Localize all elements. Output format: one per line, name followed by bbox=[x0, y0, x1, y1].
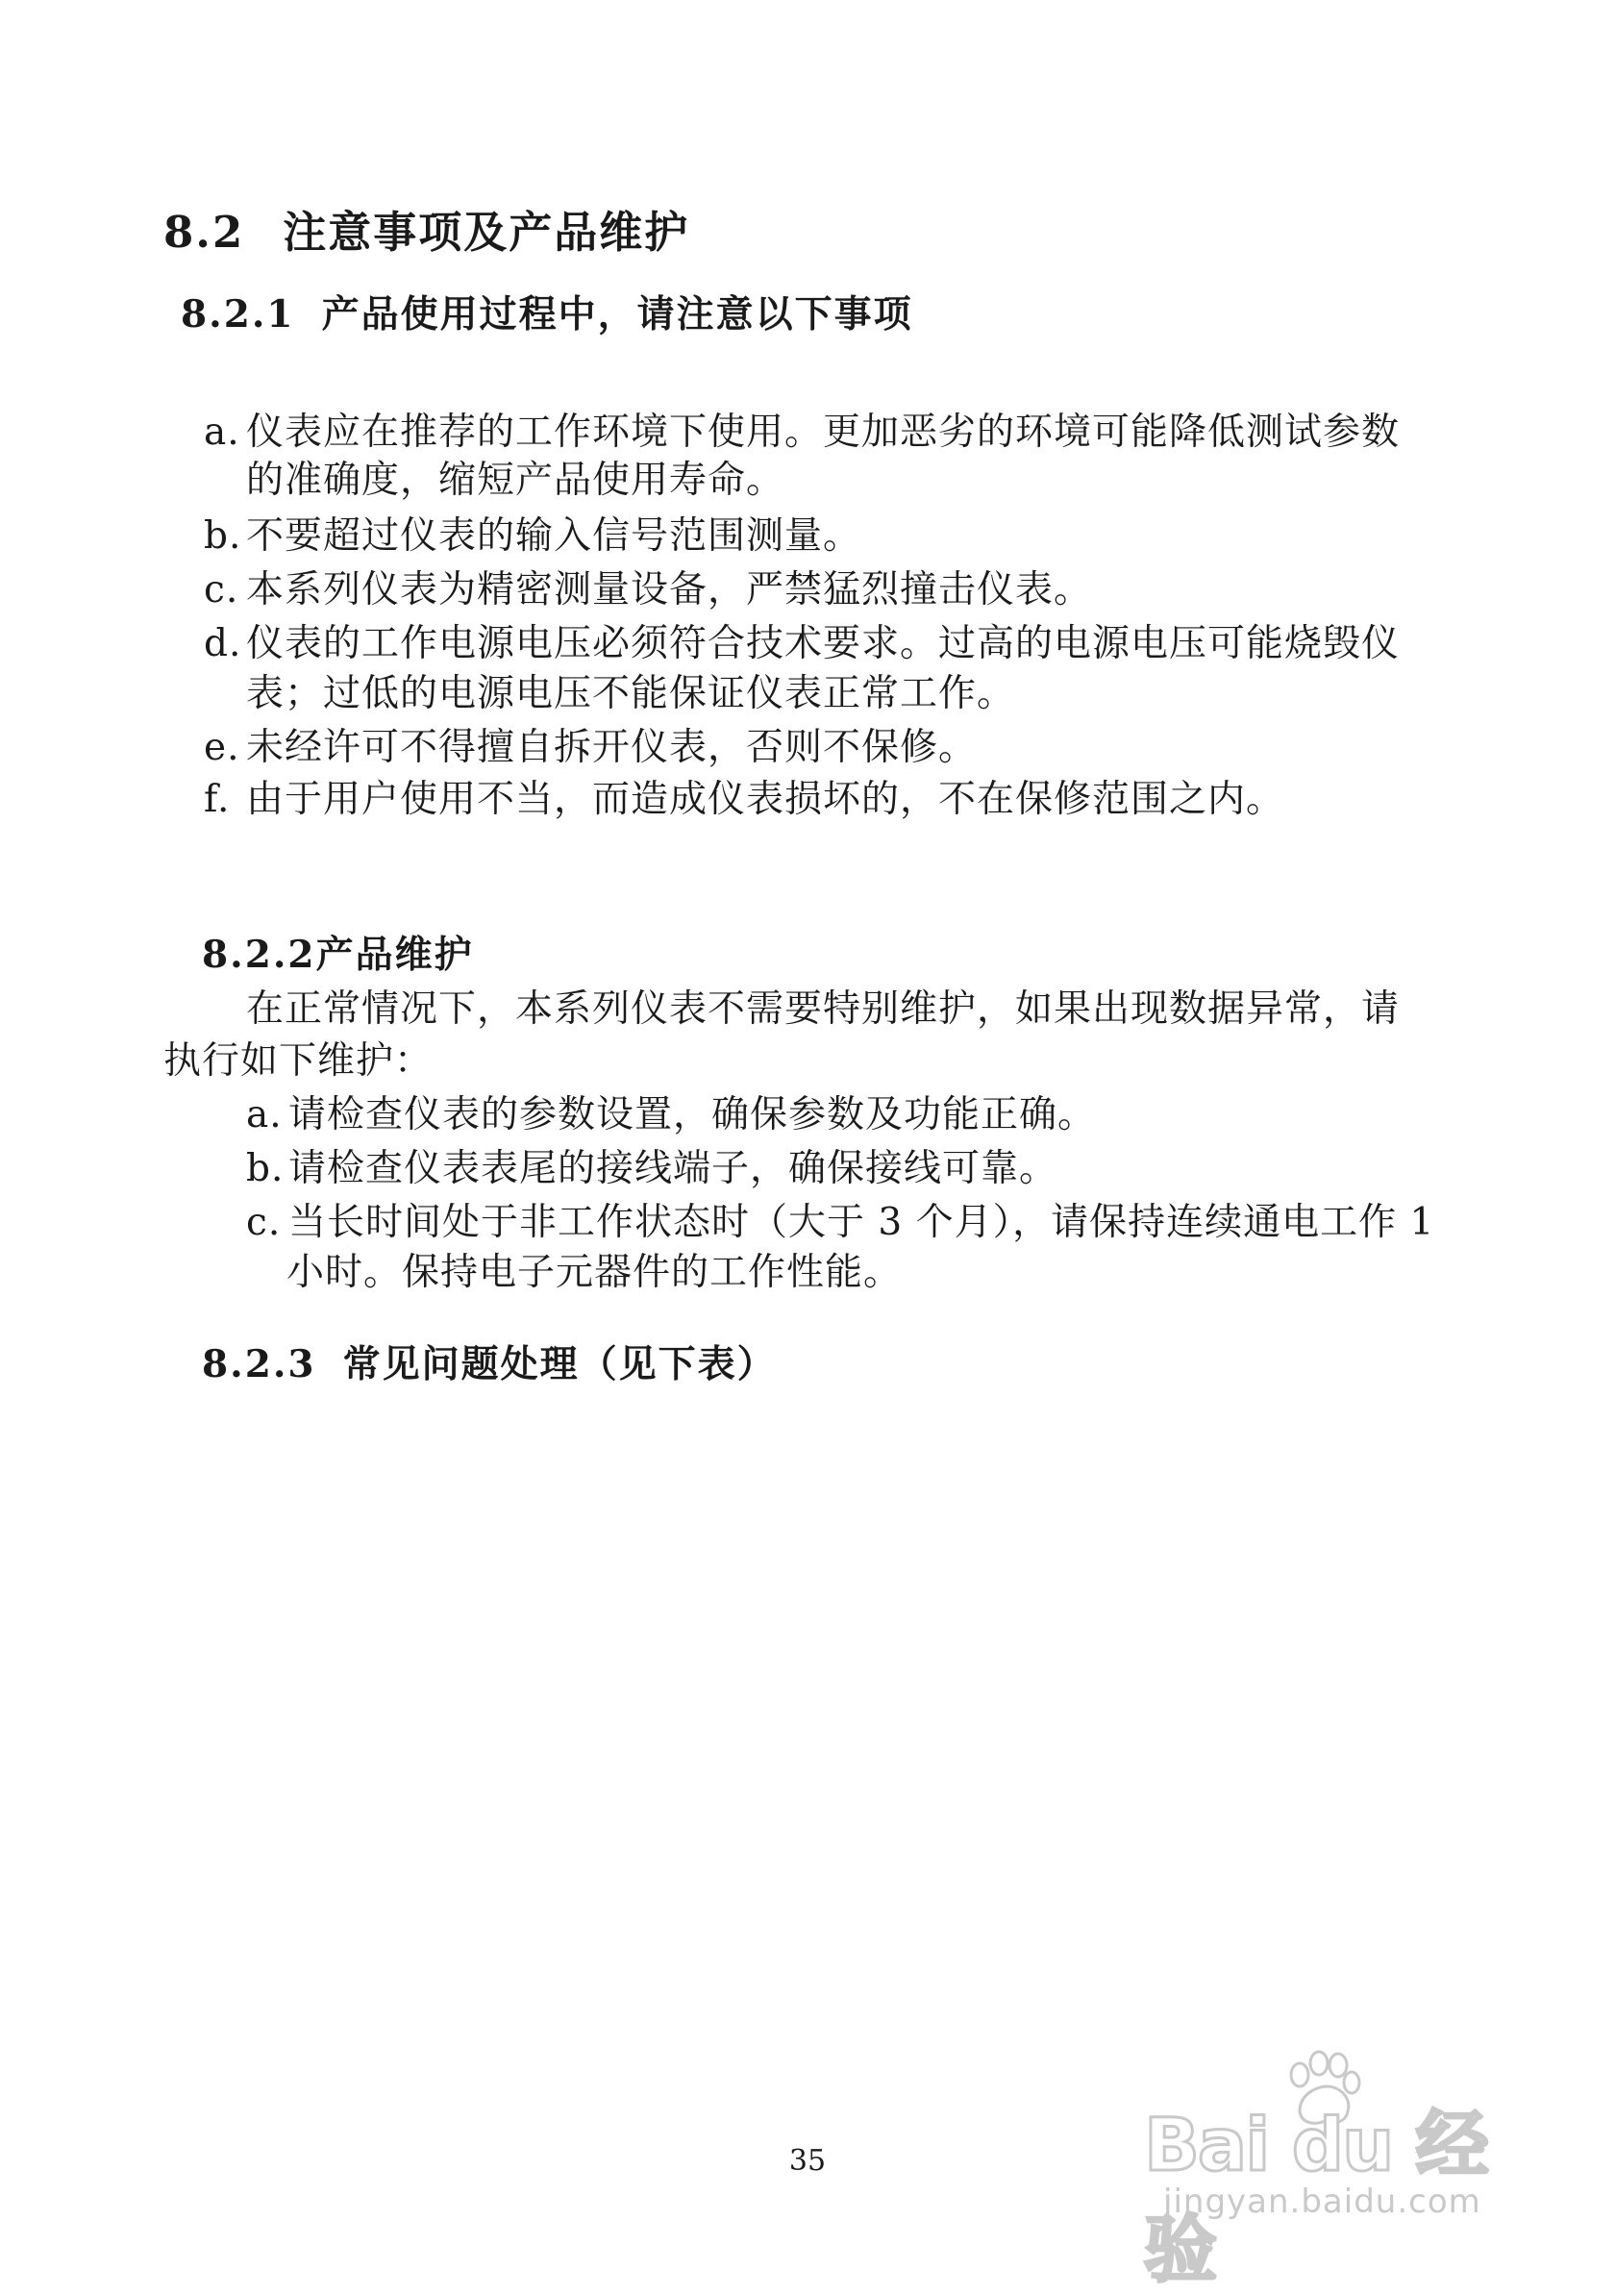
item-text: 请检查仪表的参数设置，确保参数及功能正确。 bbox=[288, 1093, 1097, 1136]
list-item bbox=[204, 560, 1092, 613]
intro-paragraph-line: 在正常情况下，本系列仪表不需要特别维护，如果出现数据异常，请 bbox=[246, 987, 1401, 1031]
list-item bbox=[204, 769, 1284, 823]
subsection-number: 8.2.3 bbox=[202, 1342, 316, 1386]
section-number: 8.2 bbox=[163, 207, 245, 258]
subsection-number: 8.2.2 bbox=[202, 933, 316, 977]
list-item bbox=[246, 1138, 1057, 1192]
list-item bbox=[204, 717, 977, 771]
item-continuation: 表；过低的电源电压不能保证仪表正常工作。 bbox=[246, 672, 1016, 715]
item-label: b. bbox=[204, 514, 242, 558]
section-title: 注意事项及产品维护 bbox=[283, 207, 690, 258]
item-text: 由于用户使用不当，而造成仪表损坏的，不在保修范围之内。 bbox=[246, 778, 1285, 821]
watermark-logo: Bai du 经验 bbox=[1144, 2102, 1487, 2292]
subsection-title: 产品维护 bbox=[315, 933, 474, 977]
subsection-heading-2 bbox=[202, 925, 474, 979]
item-label: a. bbox=[204, 411, 240, 454]
item-label: f. bbox=[204, 778, 231, 821]
item-text: 当长时间处于非工作状态时（大于 3 个月），请保持连续通电工作 1 bbox=[288, 1201, 1435, 1244]
item-continuation: 的准确度，缩短产品使用寿命。 bbox=[246, 459, 785, 502]
item-text: 本系列仪表为精密测量设备，严禁猛烈撞击仪表。 bbox=[246, 568, 1093, 611]
item-label: c. bbox=[204, 568, 239, 611]
page-number: 35 bbox=[788, 2144, 827, 2178]
item-text: 仪表的工作电源电压必须符合技术要求。过高的电源电压可能烧毁仪 bbox=[246, 622, 1401, 665]
intro-paragraph-line: 执行如下维护： bbox=[163, 1039, 434, 1083]
item-continuation: 小时。保持电子元器件的工作性能。 bbox=[286, 1251, 903, 1294]
list-item bbox=[204, 506, 861, 560]
item-text: 请检查仪表表尾的接线端子，确保接线可靠。 bbox=[288, 1147, 1058, 1190]
item-label: e. bbox=[204, 726, 240, 769]
subsection-title: 常见问题处理（见下表） bbox=[342, 1342, 777, 1386]
item-label: a. bbox=[246, 1093, 283, 1136]
item-text: 不要超过仪表的输入信号范围测量。 bbox=[246, 514, 862, 558]
item-label: b. bbox=[246, 1147, 285, 1190]
list-item bbox=[246, 1085, 1096, 1138]
subsection-title: 产品使用过程中，请注意以下事项 bbox=[321, 292, 913, 337]
watermark-url: jingyan.baidu.com bbox=[1163, 2183, 1481, 2221]
subsection-number: 8.2.1 bbox=[181, 292, 295, 337]
subsection-heading-1 bbox=[181, 285, 913, 338]
subsection-heading-3 bbox=[202, 1335, 777, 1388]
item-label: c. bbox=[246, 1201, 282, 1244]
list-item bbox=[204, 613, 1400, 667]
baidu-jingyan-watermark bbox=[1144, 2048, 1548, 2292]
list-item bbox=[204, 402, 1400, 456]
item-label: d. bbox=[204, 622, 242, 665]
item-text: 未经许可不得擅自拆开仪表，否则不保修。 bbox=[246, 726, 978, 769]
list-item bbox=[246, 1192, 1434, 1246]
item-text: 仪表应在推荐的工作环境下使用。更加恶劣的环境可能降低测试参数 bbox=[246, 411, 1401, 454]
section-heading bbox=[163, 197, 689, 260]
